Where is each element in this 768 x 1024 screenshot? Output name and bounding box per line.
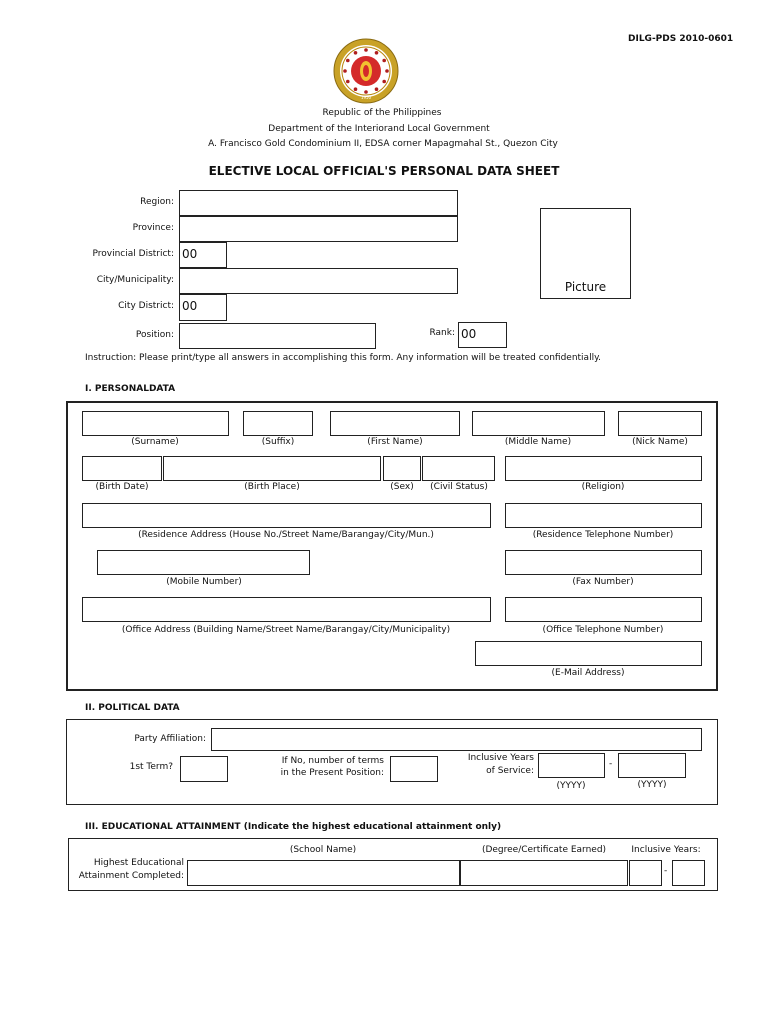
education-row-label-line2: Attainment Completed: <box>78 871 184 881</box>
end-yyyy-caption: (YYYY) <box>637 780 667 790</box>
first-name-caption: (First Name) <box>367 437 423 447</box>
form-code: DILG-PDS 2010-0601 <box>628 34 734 44</box>
page-title: ELECTIVE LOCAL OFFICIAL'S PERSONAL DATA SHEET <box>208 164 560 178</box>
years-label-line1: Inclusive Years <box>467 753 534 763</box>
education-start-year-field[interactable] <box>629 860 662 886</box>
school-name-caption: (School Name) <box>289 845 357 855</box>
seal-year: 1950 <box>360 95 372 100</box>
city-district-label: City District: <box>118 301 174 311</box>
header-republic: Republic of the Philippines <box>322 108 442 118</box>
service-start-year-field[interactable] <box>538 753 605 778</box>
sex-field[interactable] <box>383 456 421 481</box>
years-label-line2: of Service: <box>486 766 534 776</box>
education-heading-note: (Indicate the highest educational attainment only) <box>243 822 502 832</box>
picture-label: Picture <box>564 280 607 294</box>
terms-label-line1: If No, number of terms <box>281 756 384 766</box>
residence-phone-caption: (Residence Telephone Number) <box>532 530 674 540</box>
degree-field[interactable] <box>460 860 628 886</box>
personal-data-heading: I. PERSONALDATA <box>85 384 176 394</box>
middle-name-caption: (Middle Name) <box>504 437 572 447</box>
education-row-label-line1: Highest Educational <box>93 858 184 868</box>
suffix-field[interactable] <box>243 411 313 436</box>
city-district-value: 00 <box>182 299 198 313</box>
province-field[interactable] <box>179 216 458 242</box>
rank-label: Rank: <box>429 328 455 338</box>
inclusive-years-caption: Inclusive Years: <box>631 845 701 855</box>
city-district-field[interactable] <box>179 294 227 321</box>
office-phone-caption: (Office Telephone Number) <box>542 625 664 635</box>
nick-name-field[interactable] <box>618 411 702 436</box>
provincial-district-label: Provincial District: <box>92 249 174 259</box>
region-label: Region: <box>140 197 174 207</box>
suffix-caption: (Suffix) <box>261 437 295 447</box>
rank-value: 00 <box>461 327 477 341</box>
surname-field[interactable] <box>82 411 229 436</box>
party-label: Party Affiliation: <box>134 734 206 744</box>
birth-date-field[interactable] <box>82 456 162 481</box>
school-name-field[interactable] <box>187 860 460 886</box>
office-address-caption: (Office Address (Building Name/Street Name/Barangay/City/Municipality) <box>121 625 451 635</box>
mobile-field[interactable] <box>97 550 310 575</box>
fax-caption: (Fax Number) <box>572 577 634 587</box>
terms-count-field[interactable] <box>390 756 438 782</box>
email-field[interactable] <box>475 641 702 666</box>
first-term-label: 1st Term? <box>129 762 173 772</box>
picture-box[interactable] <box>540 208 631 299</box>
first-term-field[interactable] <box>180 756 228 782</box>
religion-field[interactable] <box>505 456 702 481</box>
civil-status-field[interactable] <box>422 456 495 481</box>
region-field[interactable] <box>179 190 458 216</box>
education-heading <box>85 822 501 832</box>
birth-place-field[interactable] <box>163 456 381 481</box>
rank-field[interactable] <box>458 322 507 348</box>
provincial-district-field[interactable] <box>179 242 227 268</box>
party-field[interactable] <box>211 728 702 751</box>
first-name-field[interactable] <box>330 411 460 436</box>
provincial-district-value: 00 <box>182 247 198 261</box>
nick-name-caption: (Nick Name) <box>632 437 688 447</box>
degree-caption: (Degree/Certificate Earned) <box>481 845 607 855</box>
residence-address-field[interactable] <box>82 503 491 528</box>
email-caption: (E-Mail Address) <box>551 668 625 678</box>
fax-field[interactable] <box>505 550 702 575</box>
office-phone-field[interactable] <box>505 597 702 622</box>
birth-place-caption: (Birth Place) <box>244 482 300 492</box>
city-label: City/Municipality: <box>96 275 174 285</box>
province-label: Province: <box>132 223 174 233</box>
position-field[interactable] <box>179 323 376 349</box>
political-data-heading: II. POLITICAL DATA <box>85 703 180 713</box>
sex-caption: (Sex) <box>390 482 414 492</box>
position-label: Position: <box>135 330 174 340</box>
education-end-year-field[interactable] <box>672 860 705 886</box>
religion-caption: (Religion) <box>581 482 625 492</box>
years-dash: - <box>609 759 613 769</box>
header-address: A. Francisco Gold Condominium II, EDSA corner Mapagmahal St., Quezon City <box>208 139 558 149</box>
surname-caption: (Surname) <box>131 437 179 447</box>
dilg-seal-logo <box>333 38 399 104</box>
birth-date-caption: (Birth Date) <box>95 482 149 492</box>
instruction-text: Instruction: Please print/type all answers in accomplishing this form. Any information will be treated confidentially. <box>85 353 601 363</box>
education-heading-title: III. EDUCATIONAL ATTAINMENT <box>85 822 241 832</box>
mobile-caption: (Mobile Number) <box>166 577 242 587</box>
city-field[interactable] <box>179 268 458 294</box>
terms-label-line2: in the Present Position: <box>280 768 384 778</box>
residence-phone-field[interactable] <box>505 503 702 528</box>
residence-address-caption: (Residence Address (House No./Street Name/Barangay/City/Mun.) <box>138 530 434 540</box>
office-address-field[interactable] <box>82 597 491 622</box>
start-yyyy-caption: (YYYY) <box>556 781 586 791</box>
service-end-year-field[interactable] <box>618 753 686 778</box>
header-department: Department of the Interiorand Local Government <box>268 124 490 134</box>
middle-name-field[interactable] <box>472 411 605 436</box>
civil-status-caption: (Civil Status) <box>430 482 488 492</box>
education-years-dash: - <box>664 866 668 876</box>
